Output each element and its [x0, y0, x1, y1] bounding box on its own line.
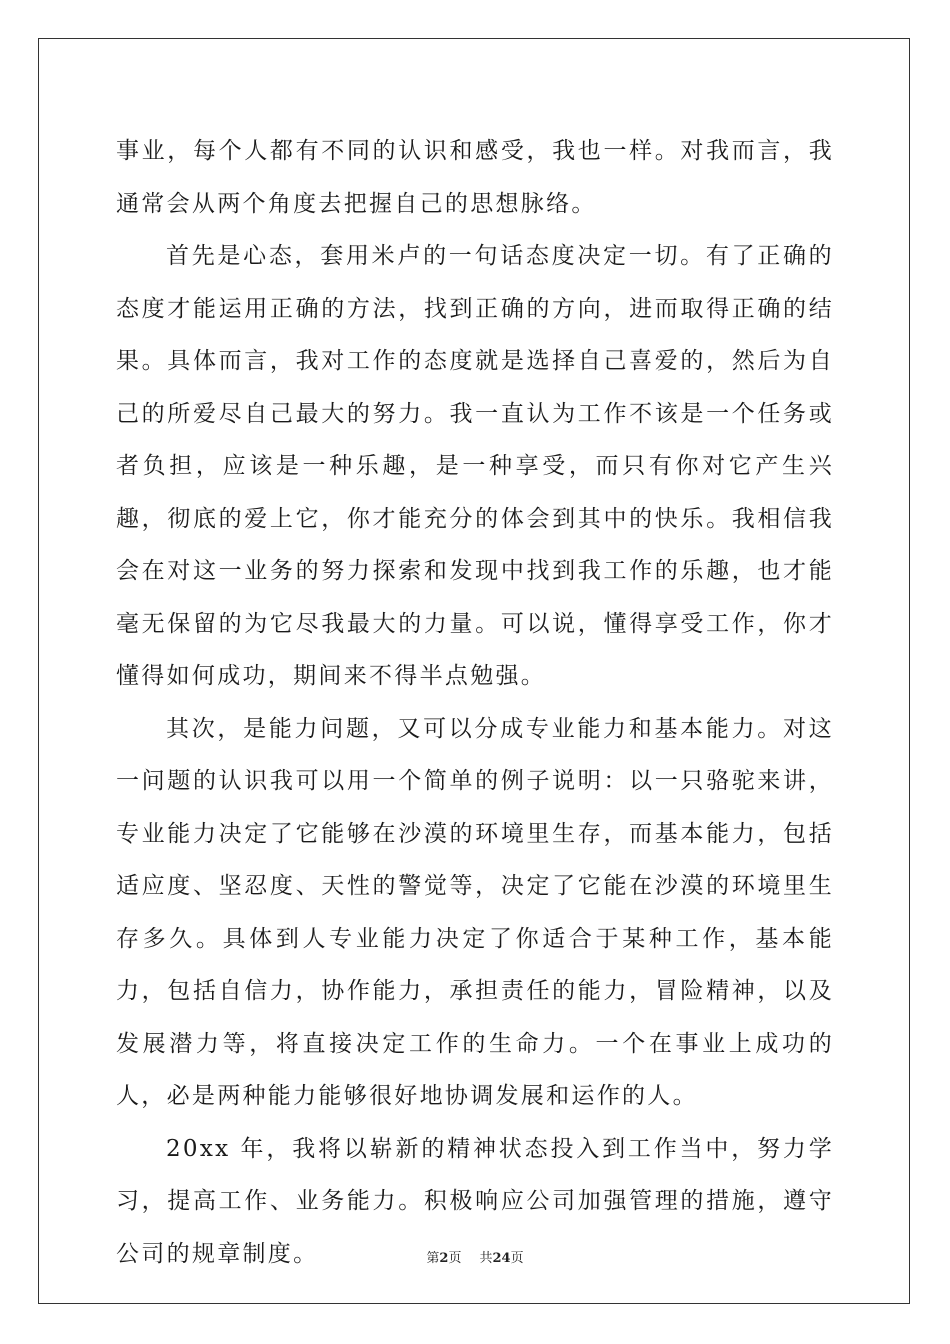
page-current: 2: [439, 1251, 449, 1266]
document-body: [116, 125, 834, 1280]
paragraph-3: 其次，是能力问题，又可以分成专业能力和基本能力。对这一问题的认识我可以用一个简单的例子说明：以一只骆驼来讲，专业能力决定了它能够在沙漠的环境里生存，而基本能力，包括适应度、坚忍度、天性的警觉等，决定了它能在沙漠的环境里生存多久。具体到人专业能力决定了你适合于某种工作，基本能力，包括自信力，协作能力，承担责任的能力，冒险精神，以及发展潜力等，将直接决定工作的生命力。一个在事业上成功的人，必是两种能力能够很好地协调发展和运作的人。: [116, 715, 834, 1109]
paragraph-1: 事业，每个人都有不同的认识和感受，我也一样。对我而言，我通常会从两个角度去把握自己的思想脉络。: [116, 138, 834, 217]
page-total: 24: [492, 1251, 511, 1266]
page-suffix: 页: [448, 1251, 462, 1266]
page-footer: [0, 1247, 950, 1266]
paragraph-2: 首先是心态，套用米卢的一句话态度决定一切。有了正确的态度才能运用正确的方法，找到正确的方向，进而取得正确的结果。具体而言，我对工作的态度就是选择自己喜爱的，然后为自己的所爱尽自己最大的努力。我一直认为工作不该是一个任务或者负担，应该是一种乐趣，是一种享受，而只有你对它产生兴趣，彻底的爱上它，你才能充分的体会到其中的快乐。我相信我会在对这一业务的努力探索和发现中找到我工作的乐趣，也才能毫无保留的为它尽我最大的力量。可以说，懂得享受工作，你才懂得如何成功，期间来不得半点勉强。: [116, 243, 834, 689]
paragraph-4: 20xx 年，我将以崭新的精神状态投入到工作当中，努力学习，提高工作、业务能力。积极响应公司加强管理的措施，遵守公司的规章制度。: [116, 1135, 834, 1267]
total-suffix: 页: [510, 1251, 524, 1266]
page-prefix: 第: [426, 1251, 440, 1266]
total-prefix: 共: [479, 1251, 493, 1266]
